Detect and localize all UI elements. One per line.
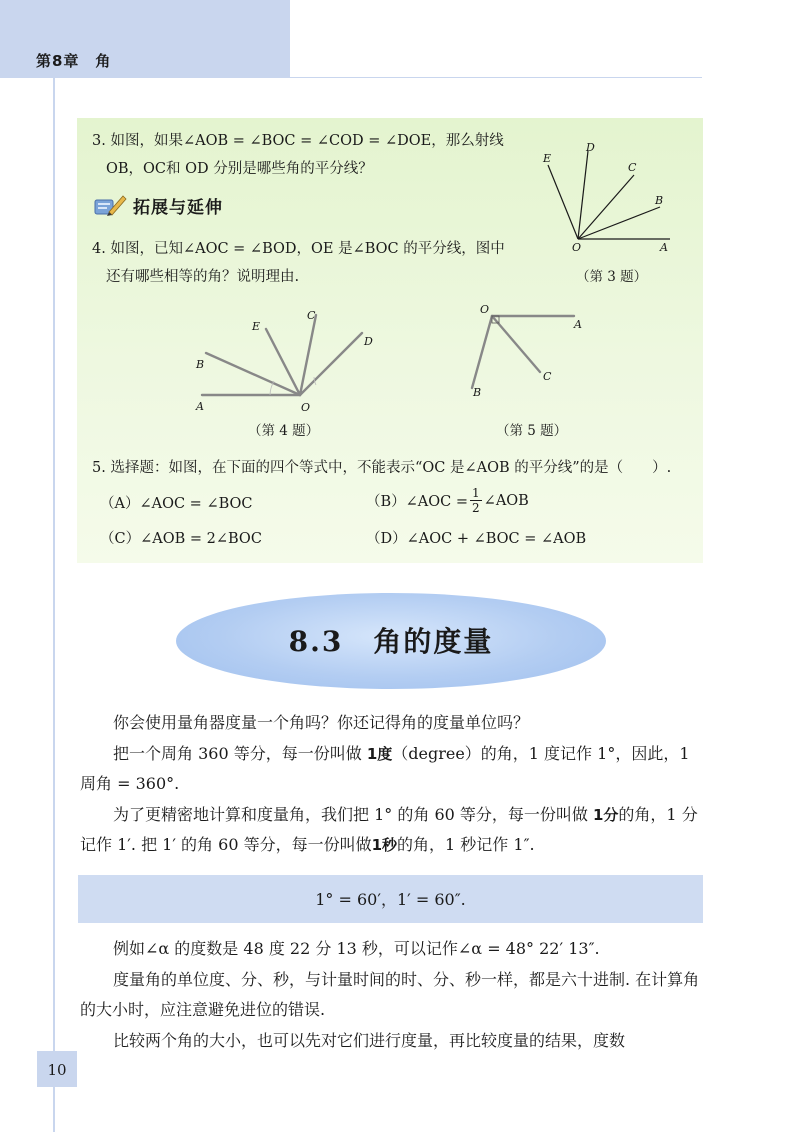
q3-caption: （第 3 题） (576, 269, 648, 285)
extension-title: 拓展与延伸 (133, 197, 223, 218)
p2-text-a: 把一个周角 360 等分，每一份叫做 (113, 743, 367, 763)
q5-label-c: C (543, 370, 552, 383)
q5-figure (462, 300, 592, 400)
ray-oe-4 (266, 329, 300, 395)
q5-option-b-fraction (470, 486, 482, 515)
margin-rule (53, 78, 55, 1132)
p3-text-c: 的角，1 秒记作 1″. (397, 835, 535, 854)
q5-option-a: （A）∠AOC = ∠BOC (100, 496, 253, 512)
header-rule (290, 77, 702, 78)
term-second: 1秒 (371, 836, 398, 854)
body-text-bottom (80, 934, 702, 1056)
q5-caption: （第 5 题） (496, 423, 568, 439)
q4-caption: （第 4 题） (248, 423, 320, 439)
page-number: 10 (47, 1061, 67, 1079)
paragraph-1: 你会使用量角器度量一个角吗？你还记得角的度量单位吗？ (113, 713, 530, 732)
q3-figure (530, 135, 690, 260)
paragraph-3 (80, 800, 702, 861)
q4-line-1: 4. 如图，已知∠AOC = ∠BOD，OE 是∠BOC 的平分线，图中 (92, 241, 505, 257)
paragraph-6: 比较两个角的大小，也可以先对它们进行度量，再比较度量的结果，度数 (113, 1030, 626, 1050)
paragraph-2 (80, 739, 702, 800)
ray-oc-5 (492, 316, 540, 372)
q3-line-2: OB，OC和 OD 分别是哪些角的平分线？ (106, 161, 373, 177)
pencil-book-icon (93, 192, 127, 218)
section-title: 8.3 角的度量 (288, 625, 494, 658)
q5-option-c: （C）∠AOB = 2∠BOC (100, 531, 262, 547)
q5-stem: 5. 选择题：如图，在下面的四个等式中，不能表示“OC 是∠AOB 的平分线”的是（ ）. (92, 460, 672, 476)
p3-text-b: 的角，1 分记作 1′. 把 1′ 的角 60 等分，每一份叫做 (80, 804, 698, 854)
term-minute: 1分 (592, 805, 619, 824)
q5-option-b-suffix: ∠AOB (483, 492, 529, 509)
extension-heading (93, 192, 223, 218)
q4-label-c: C (307, 309, 316, 322)
ray-ob (578, 207, 660, 239)
body-text-top (80, 708, 702, 861)
q3-label-c: C (628, 161, 637, 174)
q4-label-e: E (252, 320, 261, 333)
paragraph-5: 度量角的单位度、分、秒，与计量时间的时、分、秒一样，都是六十进制. 在计算角的大小时，应注意避免进位的错误. (80, 969, 700, 1019)
paragraph-4: 例如∠α 的度数是 48 度 22 分 13 秒，可以记作∠α = 48° 22′ 13″. (113, 939, 600, 958)
ray-ob-5 (472, 316, 492, 388)
ray-od (578, 151, 588, 239)
q3-label-a: A (660, 241, 668, 254)
q5-label-b: B (473, 386, 482, 399)
ray-od-4 (300, 333, 362, 395)
term-degree: 1度 (366, 744, 393, 763)
q4-label-b: B (196, 358, 205, 371)
q4-label-o: O (301, 401, 311, 414)
q5-option-b-prefix: （B）∠AOC = (366, 494, 469, 510)
q3-label-o: O (572, 241, 582, 254)
ray-oc (578, 175, 634, 239)
q5-label-a: A (574, 318, 582, 331)
q3-label-b: B (655, 194, 664, 207)
fraction-denominator: 2 (472, 501, 480, 515)
q5-option-d: （D）∠AOC + ∠BOC = ∠AOB (366, 531, 587, 547)
q3-label-d: D (586, 141, 595, 154)
q4-label-d: D (364, 335, 373, 348)
fraction-numerator: 1 (472, 486, 480, 500)
q4-figure (190, 305, 380, 417)
chapter-title: 第8章 角 (36, 52, 112, 70)
p3-text-a: 为了更精密地计算和度量角，我们把 1° 的角 60 等分，每一份叫做 (113, 804, 593, 824)
q3-label-e: E (543, 152, 552, 165)
q4-line-2: 还有哪些相等的角？说明理由. (106, 269, 300, 285)
ray-ob-4 (206, 353, 300, 395)
ray-oe (548, 165, 578, 239)
q4-label-a: A (196, 400, 204, 413)
q3-line-1: 3. 如图，如果∠AOB = ∠BOC = ∠COD = ∠DOE，那么射线 (92, 133, 504, 149)
p2-text-b: （degree）的角，1 度记作 1°，因此，1 周角 = 360°. (80, 743, 690, 793)
q5-label-o: O (480, 303, 490, 316)
q5-option-b (366, 486, 529, 515)
unit-formula: 1° = 60′，1′ = 60″. (315, 890, 466, 909)
